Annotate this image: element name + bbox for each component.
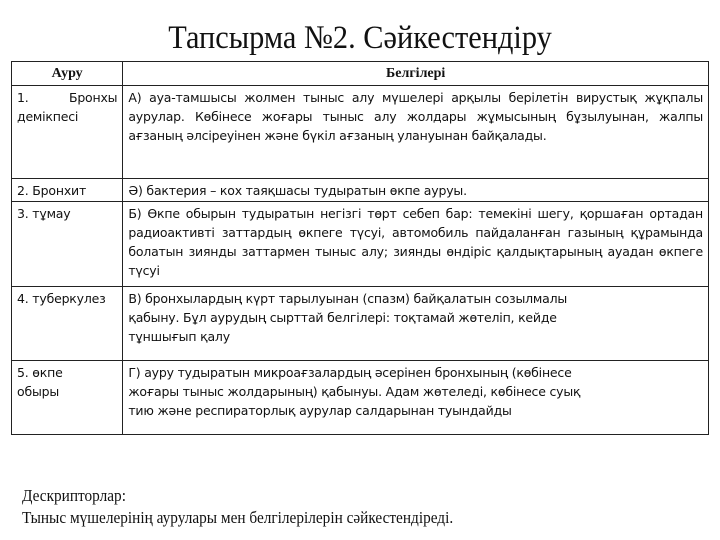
disease-cell: 2. Бронхит <box>12 179 123 202</box>
table-row <box>12 361 709 435</box>
signs-line: қабыну. Бұл аурудың сырттай белгілері: тоқтамай жөтеліп, кейде <box>128 310 557 325</box>
column-header-signs: Белгілері <box>123 62 709 86</box>
signs-line: В) бронхылардың күрт тарылуынан (спазм) байқалатын созылмалы <box>128 291 568 306</box>
disease-cell <box>12 86 123 179</box>
signs-line: тұншығып қалу <box>128 329 230 344</box>
disease-cell <box>12 361 123 435</box>
signs-cell: Ә) бактерия – кох таяқшасы тудыратын өкпе ауруы. <box>123 179 709 202</box>
signs-cell <box>123 287 709 361</box>
disease-second-line: демікпесі <box>17 109 79 124</box>
signs-line: тию және респираторлық аурулар салдарынан туындайды <box>128 403 512 418</box>
page-title: Тапсырма №2. Сәйкестендіру <box>168 20 552 56</box>
column-header-disease: Ауру <box>12 62 123 86</box>
matching-table <box>11 61 709 435</box>
table-row <box>12 86 709 179</box>
descriptors-label: Дескрипторлар: <box>22 486 126 505</box>
table-row <box>12 179 709 202</box>
disease-number: 1. <box>17 90 29 105</box>
descriptors-text: Тыныс мүшелерінің аурулары мен белгілерілерін сәйкестендіреді. <box>22 508 454 527</box>
disease-line: 5. өкпе <box>17 365 63 380</box>
table-row <box>12 202 709 287</box>
disease-cell: 3. тұмау <box>12 202 123 287</box>
signs-cell <box>123 361 709 435</box>
table-row <box>12 287 709 361</box>
descriptors-block <box>22 485 453 529</box>
signs-cell: А) ауа-тамшысы жолмен тыныс алу мүшелері арқылы берілетін вирустық жұқпалы аурулар. Көбінесе жоғары тыныс алу жолдары жұмысының бұзылуынан, жалпы ағзаның әлсіреуінен және бүкіл ағзаның улануынан байқалады. <box>123 86 709 179</box>
signs-line: жоғары тыныс жолдарының) қабынуы. Адам жөтеледі, көбінесе суық <box>128 384 581 399</box>
disease-line: обыры <box>17 384 60 399</box>
disease-word: Бронхы <box>68 90 118 105</box>
disease-first-line <box>17 88 117 107</box>
signs-cell: Б) Өкпе обырын тудыратын негізгі төрт себеп бар: темекіні шегу, қоршаған ортадан радиоактивті заттардың өкпеге түсуі, автомобиль пайдаланған газының құрамында болатын зиянды заттармен тыныс алу; зиянды өндіріс қалдықтарының ауадан өкпеге түсуі <box>123 202 709 287</box>
disease-cell: 4. туберкулез <box>12 287 123 361</box>
table-header-row <box>12 62 709 86</box>
signs-line: Г) ауру тудыратын микроағзалардың әсерінен бронхының (көбінесе <box>128 365 572 380</box>
